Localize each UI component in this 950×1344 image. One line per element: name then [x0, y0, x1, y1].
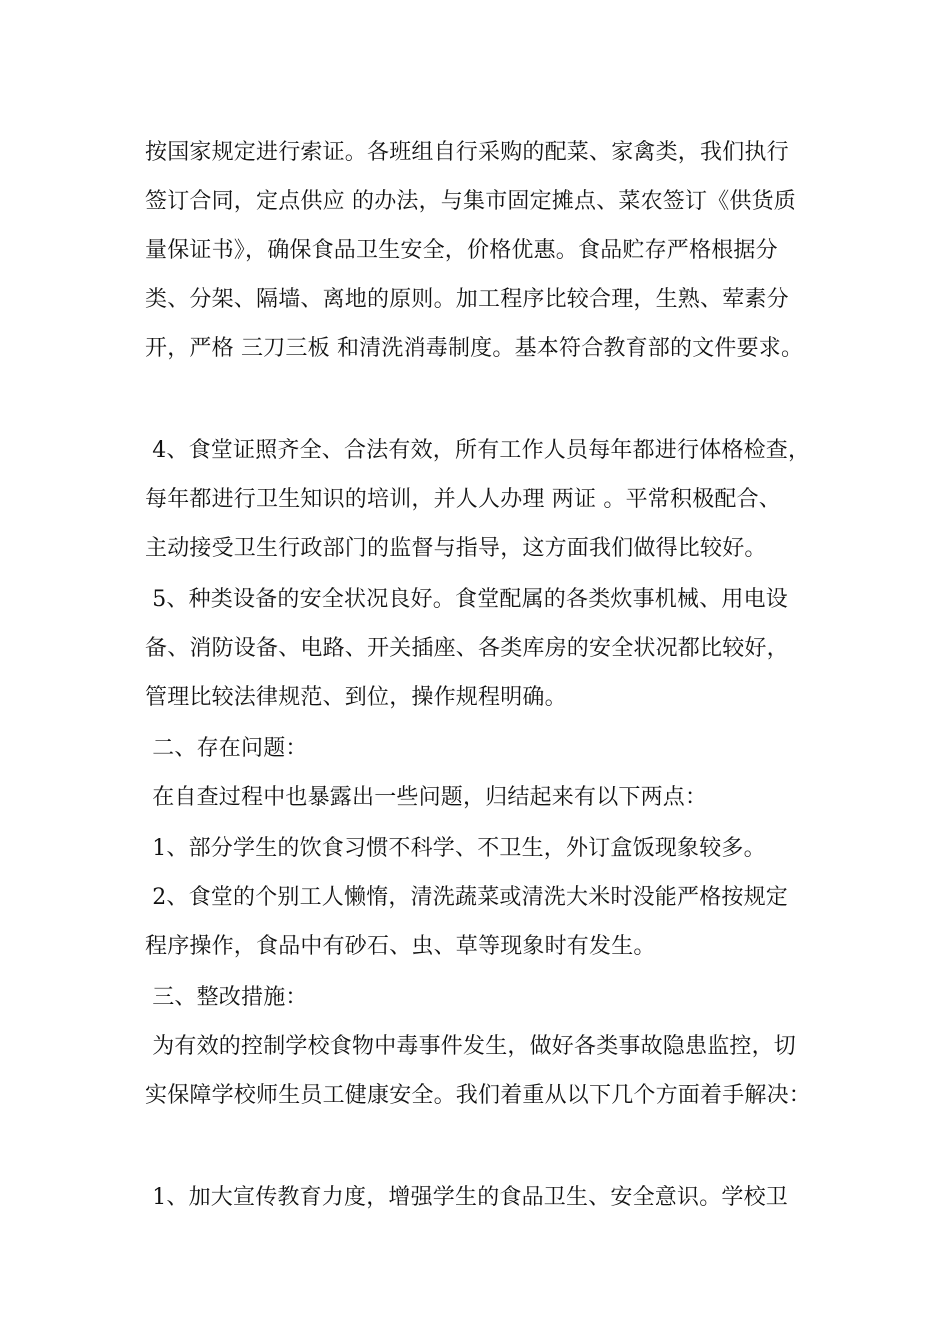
text-line: 程序操作，食品中有砂石、虫、草等现象时有发生。	[145, 934, 656, 959]
text-line: 5、种类设备的安全状况良好。食堂配属的各类炊事机械、用电设	[145, 587, 788, 612]
text-line: 2、食堂的个别工人懒惰，清洗蔬菜或清洗大米时没能严格按规定	[145, 885, 788, 910]
text-line: 为有效的控制学校食物中毒事件发生，做好各类事故隐患监控，切	[145, 1034, 796, 1059]
text-line: 每年都进行卫生知识的培训，并人人办理 两证 。平常积极配合、	[145, 487, 781, 512]
text-line: 按国家规定进行索证。各班组自行采购的配菜、家禽类，我们执行	[145, 140, 789, 165]
text-line: 量保证书》，确保食品卫生安全，价格优惠。食品贮存严格根据分	[145, 238, 778, 263]
text-line: 签订合同，定点供应 的办法，与集市固定摊点、菜农签订《供货质	[145, 189, 796, 214]
text-line: 主动接受卫生行政部门的监督与指导，这方面我们做得比较好。	[145, 536, 767, 561]
section-heading: 二、存在问题：	[145, 736, 308, 761]
text-line: 开，严格 三刀三板 和清洗消毒制度。基本符合教育部的文件要求。	[145, 336, 804, 361]
text-line: 类、分架、隔墙、离地的原则。加工程序比较合理，生熟、荤素分	[145, 287, 789, 312]
section-heading: 三、整改措施：	[145, 985, 308, 1010]
text-line: 4、食堂证照齐全、合法有效，所有工作人员每年都进行体格检查，	[145, 438, 811, 463]
text-line: 管理比较法律规范、到位，操作规程明确。	[145, 685, 567, 710]
text-line: 1、加大宣传教育力度，增强学生的食品卫生、安全意识。学校卫	[145, 1185, 788, 1210]
text-line: 实保障学校师生员工健康安全。我们着重从以下几个方面着手解决：	[145, 1083, 812, 1108]
text-line: 1、部分学生的饮食习惯不科学、不卫生，外订盒饭现象较多。	[145, 836, 766, 861]
text-line: 备、消防设备、电路、开关插座、各类库房的安全状况都比较好，	[145, 636, 789, 661]
text-line: 在自查过程中也暴露出一些问题，归结起来有以下两点：	[145, 785, 708, 810]
